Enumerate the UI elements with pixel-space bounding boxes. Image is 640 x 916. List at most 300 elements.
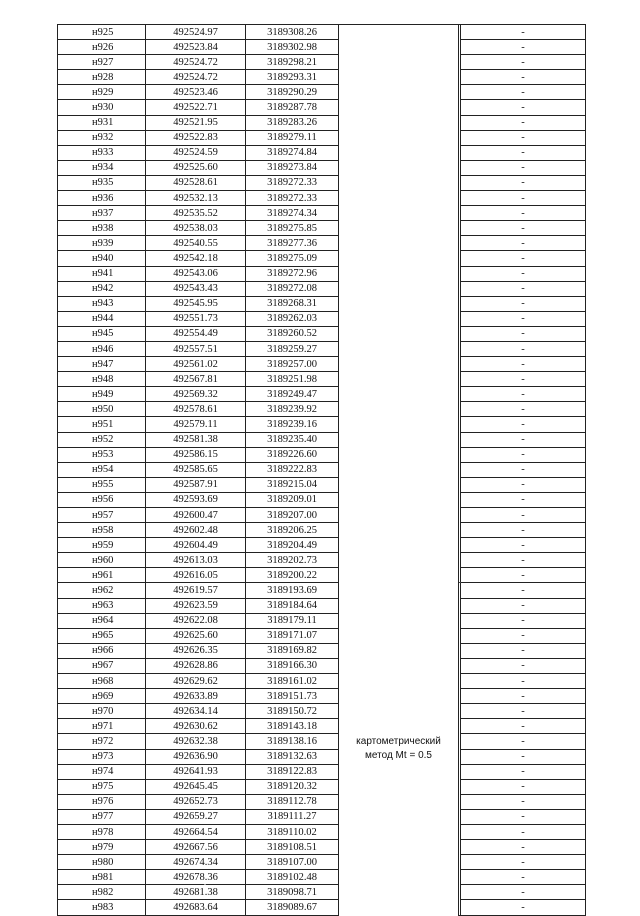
point-name-cell: н937 [58, 206, 146, 221]
table-row [58, 387, 586, 402]
point-name-cell: н972 [58, 734, 146, 749]
dash-cell: - [461, 372, 586, 387]
y-coordinate-cell: 3189166.30 [246, 658, 339, 673]
y-coordinate-cell: 3189287.78 [246, 100, 339, 115]
table-row [58, 251, 586, 266]
y-coordinate-cell: 3189262.03 [246, 311, 339, 326]
y-coordinate-cell: 3189171.07 [246, 628, 339, 643]
dash-cell: - [461, 492, 586, 507]
point-name-cell: н954 [58, 462, 146, 477]
dash-cell: - [461, 508, 586, 523]
y-coordinate-cell: 3189272.33 [246, 191, 339, 206]
x-coordinate-cell: 492623.59 [146, 598, 246, 613]
table-row [58, 734, 586, 749]
x-coordinate-cell: 492674.34 [146, 855, 246, 870]
table-row [58, 749, 586, 764]
dash-cell: - [461, 583, 586, 598]
point-name-cell: н934 [58, 160, 146, 175]
point-name-cell: н943 [58, 296, 146, 311]
point-name-cell: н949 [58, 387, 146, 402]
x-coordinate-cell: 492667.56 [146, 840, 246, 855]
x-coordinate-cell: 492659.27 [146, 809, 246, 824]
table-row [58, 281, 586, 296]
dash-cell: - [461, 85, 586, 100]
point-name-cell: н977 [58, 809, 146, 824]
dash-cell: - [461, 281, 586, 296]
table-row [58, 100, 586, 115]
dash-cell: - [461, 794, 586, 809]
point-name-cell: н980 [58, 855, 146, 870]
table-row [58, 160, 586, 175]
table-row [58, 25, 586, 40]
dash-cell: - [461, 598, 586, 613]
point-name-cell: н968 [58, 674, 146, 689]
y-coordinate-cell: 3189257.00 [246, 357, 339, 372]
point-name-cell: н952 [58, 432, 146, 447]
dash-cell: - [461, 462, 586, 477]
table-row [58, 553, 586, 568]
table-row [58, 885, 586, 900]
table-row [58, 357, 586, 372]
table-row [58, 130, 586, 145]
dash-cell: - [461, 658, 586, 673]
x-coordinate-cell: 492641.93 [146, 764, 246, 779]
y-coordinate-cell: 3189226.60 [246, 447, 339, 462]
table-row [58, 40, 586, 55]
x-coordinate-cell: 492554.49 [146, 326, 246, 341]
x-coordinate-cell: 492540.55 [146, 236, 246, 251]
y-coordinate-cell: 3189184.64 [246, 598, 339, 613]
table-row [58, 613, 586, 628]
table-row [58, 643, 586, 658]
dash-cell: - [461, 643, 586, 658]
dash-cell: - [461, 191, 586, 206]
x-coordinate-cell: 492581.38 [146, 432, 246, 447]
point-name-cell: н939 [58, 236, 146, 251]
dash-cell: - [461, 840, 586, 855]
point-name-cell: н932 [58, 130, 146, 145]
y-coordinate-cell: 3189283.26 [246, 115, 339, 130]
x-coordinate-cell: 492628.86 [146, 658, 246, 673]
x-coordinate-cell: 492522.83 [146, 130, 246, 145]
point-name-cell: н946 [58, 341, 146, 356]
dash-cell: - [461, 251, 586, 266]
x-coordinate-cell: 492630.62 [146, 719, 246, 734]
table-row [58, 583, 586, 598]
table-row [58, 674, 586, 689]
x-coordinate-cell: 492587.91 [146, 477, 246, 492]
y-coordinate-cell: 3189277.36 [246, 236, 339, 251]
point-name-cell: н950 [58, 402, 146, 417]
table-row [58, 900, 586, 915]
x-coordinate-cell: 492625.60 [146, 628, 246, 643]
table-row [58, 115, 586, 130]
point-name-cell: н974 [58, 764, 146, 779]
x-coordinate-cell: 492645.45 [146, 779, 246, 794]
dash-cell: - [461, 417, 586, 432]
table-row [58, 477, 586, 492]
point-name-cell: н955 [58, 477, 146, 492]
table-row [58, 447, 586, 462]
dash-cell: - [461, 206, 586, 221]
x-coordinate-cell: 492664.54 [146, 824, 246, 839]
dash-cell: - [461, 115, 586, 130]
x-coordinate-cell: 492629.62 [146, 674, 246, 689]
table-row [58, 326, 586, 341]
y-coordinate-cell: 3189143.18 [246, 719, 339, 734]
x-coordinate-cell: 492532.13 [146, 191, 246, 206]
dash-cell: - [461, 674, 586, 689]
dash-cell: - [461, 824, 586, 839]
x-coordinate-cell: 492542.18 [146, 251, 246, 266]
y-coordinate-cell: 3189132.63 [246, 749, 339, 764]
point-name-cell: н945 [58, 326, 146, 341]
dash-cell: - [461, 70, 586, 85]
y-coordinate-cell: 3189206.25 [246, 523, 339, 538]
table-row [58, 568, 586, 583]
y-coordinate-cell: 3189274.34 [246, 206, 339, 221]
point-name-cell: н976 [58, 794, 146, 809]
x-coordinate-cell: 492634.14 [146, 704, 246, 719]
dash-cell: - [461, 870, 586, 885]
x-coordinate-cell: 492585.65 [146, 462, 246, 477]
x-coordinate-cell: 492616.05 [146, 568, 246, 583]
point-name-cell: н942 [58, 281, 146, 296]
table-row [58, 341, 586, 356]
x-coordinate-cell: 492523.84 [146, 40, 246, 55]
y-coordinate-cell: 3189215.04 [246, 477, 339, 492]
table-row [58, 191, 586, 206]
point-name-cell: н951 [58, 417, 146, 432]
x-coordinate-cell: 492543.43 [146, 281, 246, 296]
point-name-cell: н956 [58, 492, 146, 507]
table-row [58, 417, 586, 432]
table-row [58, 794, 586, 809]
x-coordinate-cell: 492619.57 [146, 583, 246, 598]
table-row [58, 658, 586, 673]
dash-cell: - [461, 236, 586, 251]
table-row [58, 492, 586, 507]
x-coordinate-cell: 492528.61 [146, 175, 246, 190]
dash-cell: - [461, 885, 586, 900]
point-name-cell: н935 [58, 175, 146, 190]
x-coordinate-cell: 492521.95 [146, 115, 246, 130]
y-coordinate-cell: 3189273.84 [246, 160, 339, 175]
x-coordinate-cell: 492636.90 [146, 749, 246, 764]
point-name-cell: н958 [58, 523, 146, 538]
y-coordinate-cell: 3189102.48 [246, 870, 339, 885]
table-row [58, 855, 586, 870]
y-coordinate-cell: 3189098.71 [246, 885, 339, 900]
point-name-cell: н957 [58, 508, 146, 523]
y-coordinate-cell: 3189275.09 [246, 251, 339, 266]
table-row [58, 311, 586, 326]
table-row [58, 462, 586, 477]
table-row [58, 870, 586, 885]
x-coordinate-cell: 492535.52 [146, 206, 246, 221]
y-coordinate-cell: 3189207.00 [246, 508, 339, 523]
dash-cell: - [461, 296, 586, 311]
table-row [58, 628, 586, 643]
dash-cell: - [461, 221, 586, 236]
table-row [58, 145, 586, 160]
y-coordinate-cell: 3189202.73 [246, 553, 339, 568]
point-name-cell: н936 [58, 191, 146, 206]
dash-cell: - [461, 628, 586, 643]
dash-cell: - [461, 40, 586, 55]
y-coordinate-cell: 3189161.02 [246, 674, 339, 689]
y-coordinate-cell: 3189298.21 [246, 55, 339, 70]
y-coordinate-cell: 3189169.82 [246, 643, 339, 658]
dash-cell: - [461, 689, 586, 704]
x-coordinate-cell: 492683.64 [146, 900, 246, 915]
dash-cell: - [461, 523, 586, 538]
y-coordinate-cell: 3189290.29 [246, 85, 339, 100]
y-coordinate-cell: 3189249.47 [246, 387, 339, 402]
y-coordinate-cell: 3189274.84 [246, 145, 339, 160]
point-name-cell: н966 [58, 643, 146, 658]
table-row [58, 372, 586, 387]
table-row [58, 70, 586, 85]
point-name-cell: н969 [58, 689, 146, 704]
method-cell [339, 583, 459, 915]
point-name-cell: н983 [58, 900, 146, 915]
dash-cell: - [461, 357, 586, 372]
dash-cell: - [461, 160, 586, 175]
method-cell-top [339, 25, 459, 583]
x-coordinate-cell: 492622.08 [146, 613, 246, 628]
y-coordinate-cell: 3189193.69 [246, 583, 339, 598]
point-name-cell: н941 [58, 266, 146, 281]
dash-cell: - [461, 145, 586, 160]
x-coordinate-cell: 492567.81 [146, 372, 246, 387]
point-name-cell: н978 [58, 824, 146, 839]
x-coordinate-cell: 492522.71 [146, 100, 246, 115]
method-label-line2: метод Mt = 0.5 [365, 750, 432, 761]
x-coordinate-cell: 492545.95 [146, 296, 246, 311]
point-name-cell: н928 [58, 70, 146, 85]
point-name-cell: н929 [58, 85, 146, 100]
point-name-cell: н940 [58, 251, 146, 266]
y-coordinate-cell: 3189200.22 [246, 568, 339, 583]
point-name-cell: н930 [58, 100, 146, 115]
table-row [58, 779, 586, 794]
table-row [58, 523, 586, 538]
dash-cell: - [461, 704, 586, 719]
y-coordinate-cell: 3189209.01 [246, 492, 339, 507]
dash-cell: - [461, 477, 586, 492]
dash-cell: - [461, 553, 586, 568]
x-coordinate-cell: 492569.32 [146, 387, 246, 402]
y-coordinate-cell: 3189138.16 [246, 734, 339, 749]
dash-cell: - [461, 175, 586, 190]
dash-cell: - [461, 809, 586, 824]
table-row [58, 824, 586, 839]
y-coordinate-cell: 3189308.26 [246, 25, 339, 40]
x-coordinate-cell: 492523.46 [146, 85, 246, 100]
y-coordinate-cell: 3189179.11 [246, 613, 339, 628]
point-name-cell: н967 [58, 658, 146, 673]
x-coordinate-cell: 492543.06 [146, 266, 246, 281]
dash-cell: - [461, 568, 586, 583]
point-name-cell: н938 [58, 221, 146, 236]
table-row [58, 689, 586, 704]
y-coordinate-cell: 3189112.78 [246, 794, 339, 809]
x-coordinate-cell: 492602.48 [146, 523, 246, 538]
table-row [58, 764, 586, 779]
y-coordinate-cell: 3189111.27 [246, 809, 339, 824]
x-coordinate-cell: 492586.15 [146, 447, 246, 462]
y-coordinate-cell: 3189279.11 [246, 130, 339, 145]
dash-cell: - [461, 130, 586, 145]
table-row [58, 266, 586, 281]
point-name-cell: н947 [58, 357, 146, 372]
table-row [58, 236, 586, 251]
dash-cell: - [461, 266, 586, 281]
dash-cell: - [461, 900, 586, 915]
y-coordinate-cell: 3189235.40 [246, 432, 339, 447]
x-coordinate-cell: 492600.47 [146, 508, 246, 523]
point-name-cell: н982 [58, 885, 146, 900]
point-name-cell: н931 [58, 115, 146, 130]
table-row [58, 840, 586, 855]
x-coordinate-cell: 492652.73 [146, 794, 246, 809]
y-coordinate-cell: 3189272.33 [246, 175, 339, 190]
coordinate-table [57, 24, 586, 916]
dash-cell: - [461, 311, 586, 326]
point-name-cell: н953 [58, 447, 146, 462]
x-coordinate-cell: 492633.89 [146, 689, 246, 704]
point-name-cell: н970 [58, 704, 146, 719]
table-row [58, 402, 586, 417]
coordinate-table-body [58, 25, 586, 916]
dash-cell: - [461, 402, 586, 417]
dash-cell: - [461, 538, 586, 553]
y-coordinate-cell: 3189275.85 [246, 221, 339, 236]
x-coordinate-cell: 492524.72 [146, 55, 246, 70]
y-coordinate-cell: 3189260.52 [246, 326, 339, 341]
y-coordinate-cell: 3189272.08 [246, 281, 339, 296]
dash-cell: - [461, 779, 586, 794]
dash-cell: - [461, 613, 586, 628]
dash-cell: - [461, 764, 586, 779]
y-coordinate-cell: 3189108.51 [246, 840, 339, 855]
point-name-cell: н960 [58, 553, 146, 568]
dash-cell: - [461, 719, 586, 734]
point-name-cell: н959 [58, 538, 146, 553]
table-row [58, 598, 586, 613]
table-row [58, 809, 586, 824]
y-coordinate-cell: 3189122.83 [246, 764, 339, 779]
x-coordinate-cell: 492524.72 [146, 70, 246, 85]
table-row [58, 508, 586, 523]
x-coordinate-cell: 492593.69 [146, 492, 246, 507]
x-coordinate-cell: 492613.03 [146, 553, 246, 568]
dash-cell: - [461, 326, 586, 341]
table-row [58, 55, 586, 70]
dash-cell: - [461, 25, 586, 40]
table-row [58, 296, 586, 311]
point-name-cell: н963 [58, 598, 146, 613]
point-name-cell: н933 [58, 145, 146, 160]
point-name-cell: н981 [58, 870, 146, 885]
dash-cell: - [461, 734, 586, 749]
y-coordinate-cell: 3189272.96 [246, 266, 339, 281]
y-coordinate-cell: 3189251.98 [246, 372, 339, 387]
dash-cell: - [461, 749, 586, 764]
dash-cell: - [461, 100, 586, 115]
point-name-cell: н971 [58, 719, 146, 734]
x-coordinate-cell: 492578.61 [146, 402, 246, 417]
x-coordinate-cell: 492626.35 [146, 643, 246, 658]
point-name-cell: н944 [58, 311, 146, 326]
x-coordinate-cell: 492678.36 [146, 870, 246, 885]
point-name-cell: н925 [58, 25, 146, 40]
point-name-cell: н927 [58, 55, 146, 70]
point-name-cell: н962 [58, 583, 146, 598]
table-row [58, 175, 586, 190]
y-coordinate-cell: 3189222.83 [246, 462, 339, 477]
dash-cell: - [461, 447, 586, 462]
table-row [58, 719, 586, 734]
y-coordinate-cell: 3189089.67 [246, 900, 339, 915]
point-name-cell: н926 [58, 40, 146, 55]
y-coordinate-cell: 3189268.31 [246, 296, 339, 311]
x-coordinate-cell: 492557.51 [146, 341, 246, 356]
dash-cell: - [461, 55, 586, 70]
y-coordinate-cell: 3189120.32 [246, 779, 339, 794]
method-label-line1: картометрический [356, 736, 441, 747]
y-coordinate-cell: 3189239.16 [246, 417, 339, 432]
y-coordinate-cell: 3189110.02 [246, 824, 339, 839]
point-name-cell: н964 [58, 613, 146, 628]
dash-cell: - [461, 855, 586, 870]
y-coordinate-cell: 3189302.98 [246, 40, 339, 55]
dash-cell: - [461, 387, 586, 402]
scan-speck [204, 884, 206, 885]
point-name-cell: н973 [58, 749, 146, 764]
y-coordinate-cell: 3189204.49 [246, 538, 339, 553]
y-coordinate-cell: 3189150.72 [246, 704, 339, 719]
x-coordinate-cell: 492632.38 [146, 734, 246, 749]
point-name-cell: н948 [58, 372, 146, 387]
x-coordinate-cell: 492551.73 [146, 311, 246, 326]
x-coordinate-cell: 492579.11 [146, 417, 246, 432]
point-name-cell: н965 [58, 628, 146, 643]
point-name-cell: н975 [58, 779, 146, 794]
table-row [58, 206, 586, 221]
table-row [58, 432, 586, 447]
x-coordinate-cell: 492604.49 [146, 538, 246, 553]
y-coordinate-cell: 3189293.31 [246, 70, 339, 85]
y-coordinate-cell: 3189107.00 [246, 855, 339, 870]
dash-cell: - [461, 341, 586, 356]
y-coordinate-cell: 3189239.92 [246, 402, 339, 417]
x-coordinate-cell: 492538.03 [146, 221, 246, 236]
x-coordinate-cell: 492524.97 [146, 25, 246, 40]
point-name-cell: н961 [58, 568, 146, 583]
table-row [58, 704, 586, 719]
dash-cell: - [461, 432, 586, 447]
table-row [58, 221, 586, 236]
point-name-cell: н979 [58, 840, 146, 855]
table-row [58, 85, 586, 100]
x-coordinate-cell: 492681.38 [146, 885, 246, 900]
y-coordinate-cell: 3189151.73 [246, 689, 339, 704]
x-coordinate-cell: 492525.60 [146, 160, 246, 175]
x-coordinate-cell: 492524.59 [146, 145, 246, 160]
table-row [58, 538, 586, 553]
